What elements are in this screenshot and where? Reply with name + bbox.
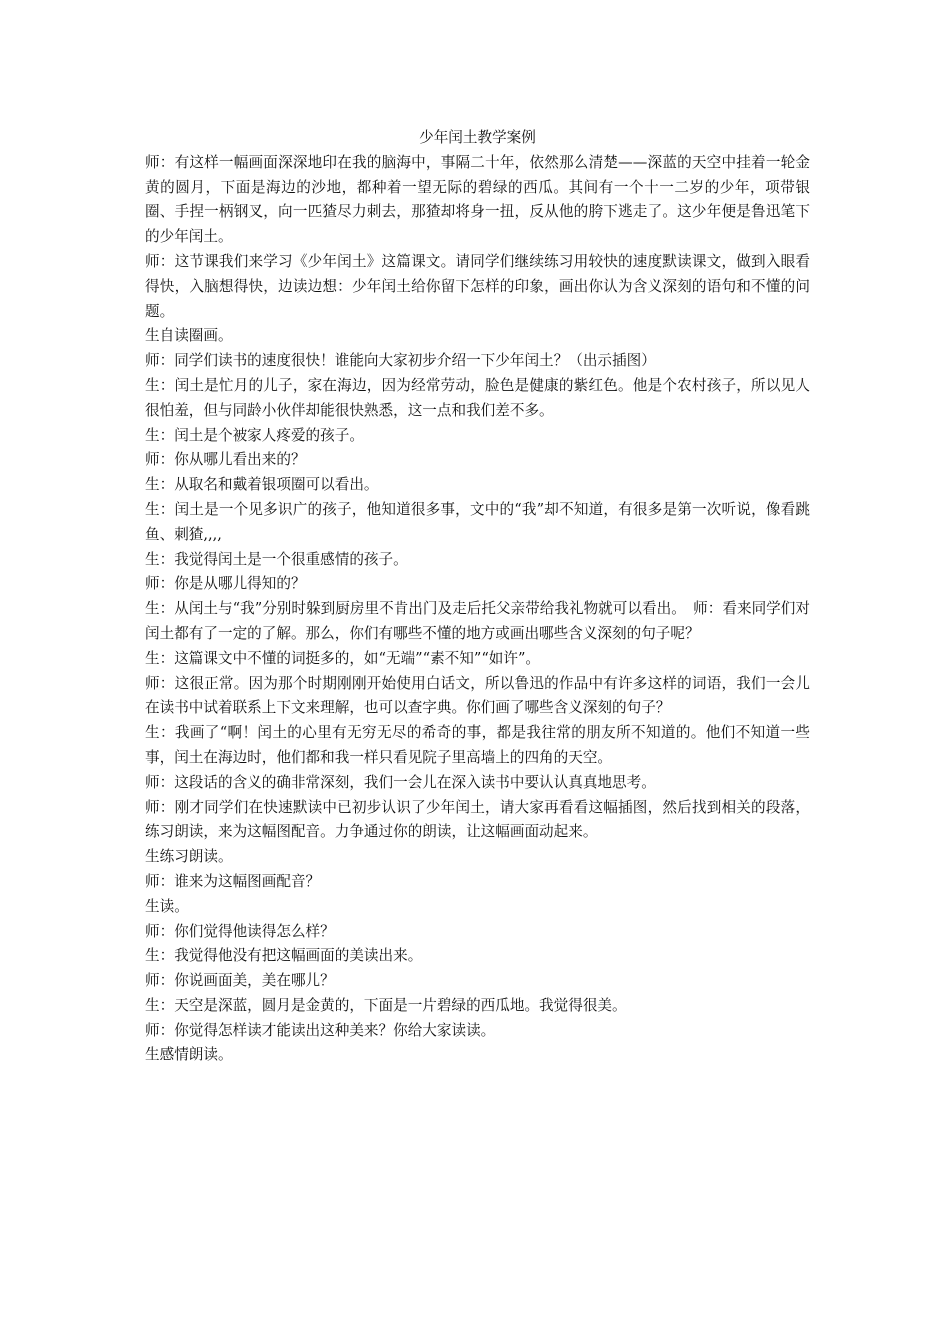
paragraph: 师：刚才同学们在快速默读中已初步认识了少年闰土，请大家再看看这幅插图，然后找到相关的段落，练习朗读，来为这幅图配音。力争通过你的朗读，让这幅画面动起来。: [145, 798, 810, 841]
paragraph: 师：同学们读书的速度很快！谁能向大家初步介绍一下少年闰土？（出示插图）: [145, 352, 656, 370]
paragraph: 生：从闰土与“我”分别时躲到厨房里不肯出门及走后托父亲带给我礼物就可以看出。 师：看来同学们对闰土都有了一定的了解。那么，你们有哪些不懂的地方或画出哪些含义深刻的句子呢？: [145, 600, 810, 642]
paragraph: 生：闰土是个被家人疼爱的孩子。: [145, 426, 364, 444]
paragraph: 师：你从哪儿看出来的？: [145, 451, 306, 469]
document-title: 少年闰土教学案例: [419, 129, 536, 146]
paragraph: 生练习朗读。: [145, 848, 233, 866]
paragraph: 生：闰土是忙月的儿子，家在海边，因为经常劳动，脸色是健康的紫红色。他是个农村孩子，所以见人很怕羞，但与同龄小伙伴却能很快熟悉，这一点和我们差不多。: [145, 376, 810, 419]
paragraph: 师：你觉得怎样读才能读出这种美来？你给大家读读。: [145, 1021, 496, 1039]
paragraph: 生读。: [145, 897, 189, 915]
paragraph: 生：从取名和戴着银项圈可以看出。: [145, 476, 379, 494]
paragraph: 生：我觉得闰土是一个很重感情的孩子。: [145, 550, 408, 568]
paragraph: 师：有这样一幅画面深深地印在我的脑海中，事隔二十年，依然那么清楚——深蓝的天空中挂着一轮金黄的圆月，下面是海边的沙地，都种着一望无际的碧绿的西瓜。其间有一个十一二岁的少年，项带银圈、手捏一柄钢叉，向一匹猹尽力刺去，那猹却将身一扭，反从他的胯下逃走了。这少年便是鲁迅笔下的少年闰土。: [145, 153, 810, 246]
paragraph: 生：闰土是一个见多识广的孩子，他知道很多事，文中的“我”却不知道，有很多是第一次听说，像看跳鱼、刺猹,,,,: [145, 500, 810, 543]
paragraph: 生：我觉得他没有把这幅画面的美读出来。: [145, 947, 423, 965]
paragraph: 师：谁来为这幅图画配音？: [145, 872, 321, 890]
document-page: [145, 126, 810, 1068]
paragraph: 生自读圈画。: [145, 327, 233, 345]
paragraph: 生：天空是深蓝，圆月是金黄的，下面是一片碧绿的西瓜地。我觉得很美。: [145, 996, 627, 1014]
paragraph: 师：这节课我们来学习《少年闰土》这篇课文。请同学们继续练习用较快的速度默读课文，做到入眼看得快，入脑想得快，边读边想：少年闰土给你留下怎样的印象，画出你认为含义深刻的语句和不懂的问题。: [145, 252, 810, 320]
paragraph: 师：你说画面美，美在哪儿？: [145, 972, 335, 990]
document-body: [145, 151, 810, 1068]
paragraph: 生：我画了“啊！闰土的心里有无穷无尽的希奇的事，都是我往常的朋友所不知道的。他们不知道一些事，闰土在海边时，他们都和我一样只看见院子里高墙上的四角的天空。: [145, 724, 810, 766]
paragraph: 师：这很正常。因为那个时期刚刚开始使用白话文，所以鲁迅的作品中有许多这样的词语，我们一会儿在读书中试着联系上下文来理解，也可以查字典。你们画了哪些含义深刻的句子？: [145, 674, 810, 717]
paragraph: 师：你们觉得他读得怎么样？: [145, 922, 335, 940]
paragraph: 生：这篇课文中不懂的词挺多的，如“无端”“素不知”“如许”。: [145, 649, 541, 667]
paragraph: 师：你是从哪儿得知的？: [145, 575, 306, 593]
paragraph: 师：这段话的含义的确非常深刻，我们一会儿在深入读书中要认认真真地思考。: [145, 773, 656, 791]
paragraph: 生感情朗读。: [145, 1046, 233, 1064]
